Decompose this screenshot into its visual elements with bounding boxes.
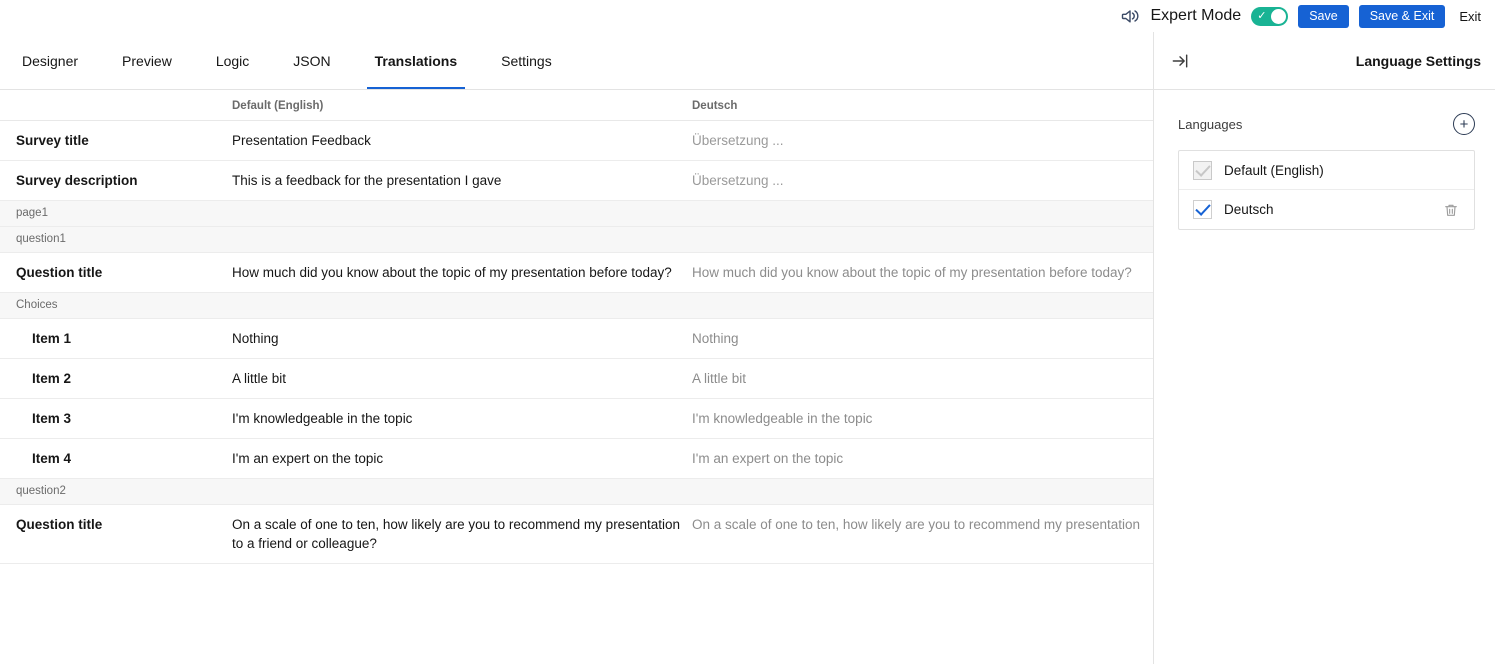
tab-json[interactable] bbox=[271, 32, 352, 89]
exit-button[interactable]: Exit bbox=[1455, 9, 1485, 24]
group-spacer bbox=[232, 479, 692, 505]
megaphone-icon[interactable] bbox=[1120, 6, 1140, 26]
language-settings-panel bbox=[1153, 32, 1495, 664]
group-spacer bbox=[692, 201, 1153, 227]
row-default-value[interactable]: How much did you know about the topic of my presentation before today? bbox=[232, 253, 692, 293]
tab-label: Translations bbox=[374, 52, 458, 69]
table-row bbox=[0, 319, 1153, 359]
row-default-value[interactable]: I'm knowledgeable in the topic bbox=[232, 399, 692, 439]
group-row-page1 bbox=[0, 201, 1153, 227]
collapse-panel-icon[interactable] bbox=[1168, 49, 1192, 73]
row-translation-value[interactable]: I'm knowledgeable in the topic bbox=[692, 399, 1153, 439]
tab-label: Preview bbox=[122, 52, 172, 69]
row-translation-value[interactable]: A little bit bbox=[692, 359, 1153, 399]
group-row-question2 bbox=[0, 479, 1153, 505]
row-default-value[interactable]: On a scale of one to ten, how likely are you to recommend my presentation to a friend or colleague? bbox=[232, 505, 692, 564]
toggle-check-icon: ✓ bbox=[1257, 9, 1267, 22]
save-button[interactable]: Save bbox=[1298, 5, 1349, 28]
tab-label: JSON bbox=[293, 52, 331, 69]
language-name: Default (English) bbox=[1224, 162, 1324, 178]
group-spacer bbox=[692, 227, 1153, 253]
translations-table bbox=[0, 90, 1153, 564]
row-default-value[interactable]: A little bit bbox=[232, 359, 692, 399]
tab-translations[interactable] bbox=[353, 32, 479, 89]
list-item[interactable] bbox=[1179, 151, 1474, 190]
tab-logic[interactable] bbox=[194, 32, 271, 89]
row-default-value[interactable]: Presentation Feedback bbox=[232, 121, 692, 161]
language-settings-header bbox=[1154, 32, 1495, 90]
row-label: Item 3 bbox=[0, 399, 232, 439]
language-settings-title: Language Settings bbox=[1355, 52, 1481, 69]
group-row-question1 bbox=[0, 227, 1153, 253]
row-translation-value[interactable]: Übersetzung ... bbox=[692, 121, 1153, 161]
row-label: Question title bbox=[0, 505, 232, 564]
list-item[interactable] bbox=[1179, 190, 1474, 229]
table-row bbox=[0, 359, 1153, 399]
row-label: Item 2 bbox=[0, 359, 232, 399]
tab-designer[interactable] bbox=[0, 32, 100, 89]
table-row bbox=[0, 253, 1153, 293]
row-label: Survey title bbox=[0, 121, 232, 161]
row-translation-value[interactable]: On a scale of one to ten, how likely are you to recommend my presentation bbox=[692, 505, 1153, 564]
row-default-value[interactable]: I'm an expert on the topic bbox=[232, 439, 692, 479]
table-header-row bbox=[0, 90, 1153, 121]
languages-list bbox=[1178, 150, 1475, 230]
table-row bbox=[0, 399, 1153, 439]
row-label: Item 1 bbox=[0, 319, 232, 359]
group-row-choices bbox=[0, 293, 1153, 319]
tab-label: Logic bbox=[215, 52, 250, 69]
row-translation-value[interactable]: Übersetzung ... bbox=[692, 161, 1153, 201]
group-label: Choices bbox=[0, 293, 232, 319]
top-bar bbox=[0, 0, 1495, 32]
row-label: Item 4 bbox=[0, 439, 232, 479]
language-checkbox-default bbox=[1193, 161, 1212, 180]
save-and-exit-button[interactable]: Save & Exit bbox=[1359, 5, 1446, 28]
group-spacer bbox=[232, 201, 692, 227]
table-row bbox=[0, 161, 1153, 201]
tab-label: Settings bbox=[501, 52, 552, 69]
row-translation-value[interactable]: I'm an expert on the topic bbox=[692, 439, 1153, 479]
languages-header bbox=[1178, 110, 1475, 138]
header-default-col: Default (English) bbox=[232, 90, 692, 121]
translations-table-container[interactable] bbox=[0, 90, 1153, 664]
row-label: Question title bbox=[0, 253, 232, 293]
tab-label: Designer bbox=[22, 52, 79, 69]
add-circle-icon[interactable]: + bbox=[1453, 113, 1475, 135]
languages-label: Languages bbox=[1178, 116, 1243, 132]
row-translation-value[interactable]: Nothing bbox=[692, 319, 1153, 359]
group-label: page1 bbox=[0, 201, 232, 227]
group-label: question1 bbox=[0, 227, 232, 253]
language-checkbox-deutsch[interactable] bbox=[1193, 200, 1212, 219]
tab-preview[interactable] bbox=[100, 32, 194, 89]
expert-mode-toggle[interactable] bbox=[1251, 7, 1288, 26]
group-spacer bbox=[232, 227, 692, 253]
table-row bbox=[0, 121, 1153, 161]
group-label: question2 bbox=[0, 479, 232, 505]
row-default-value[interactable]: Nothing bbox=[232, 319, 692, 359]
row-label: Survey description bbox=[0, 161, 232, 201]
toggle-knob bbox=[1271, 9, 1286, 24]
expert-mode-label: Expert Mode bbox=[1150, 7, 1242, 24]
row-default-value[interactable]: This is a feedback for the presentation I gave bbox=[232, 161, 692, 201]
group-spacer bbox=[232, 293, 692, 319]
header-translation-col: Deutsch bbox=[692, 90, 1153, 121]
row-translation-value[interactable]: How much did you know about the topic of my presentation before today? bbox=[692, 253, 1153, 293]
tab-list bbox=[0, 32, 574, 89]
language-name: Deutsch bbox=[1224, 202, 1274, 217]
table-row bbox=[0, 505, 1153, 564]
group-spacer bbox=[692, 479, 1153, 505]
group-spacer bbox=[692, 293, 1153, 319]
table-row bbox=[0, 439, 1153, 479]
tab-settings[interactable] bbox=[479, 32, 574, 89]
header-label-col bbox=[0, 90, 232, 121]
languages-section bbox=[1154, 90, 1495, 230]
trash-icon[interactable] bbox=[1442, 201, 1460, 219]
